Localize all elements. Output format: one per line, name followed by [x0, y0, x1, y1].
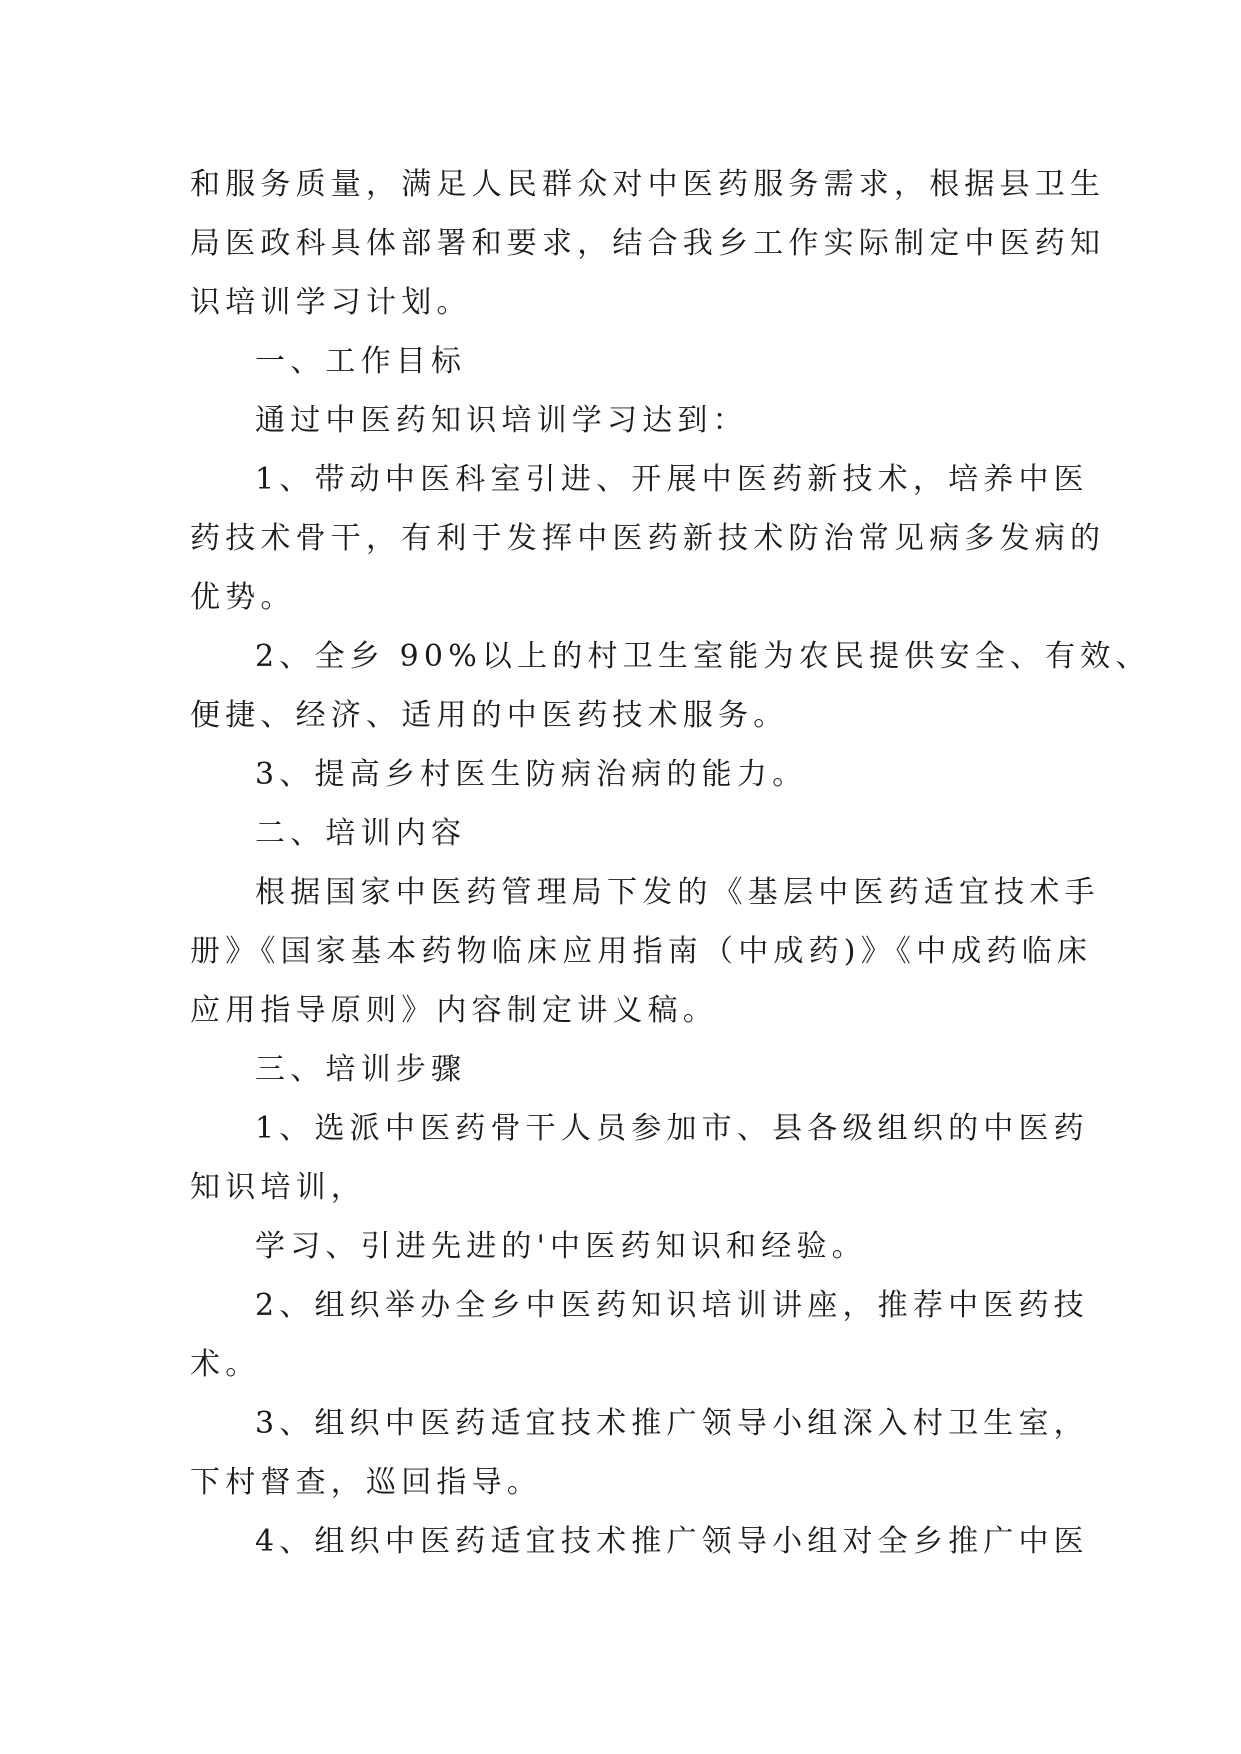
paragraph-line: 术。 — [190, 1347, 261, 1382]
paragraph-line: 应用指导原则》内容制定讲义稿。 — [190, 993, 718, 1028]
paragraph-line: 学习、引进先进的'中医药知识和经验。 — [255, 1229, 867, 1264]
paragraph-line: 册》《国家基本药物临床应用指南（中成药)》《中成药临床 — [190, 934, 1093, 969]
paragraph-line: 知识培训， — [190, 1170, 366, 1205]
paragraph-line: 3、提高乡村医生防病治病的能力。 — [255, 757, 808, 792]
paragraph-line: 4、组织中医药适宜技术推广领导小组对全乡推广中医 — [255, 1524, 1089, 1559]
paragraph-line: 下村督查，巡回指导。 — [190, 1465, 542, 1500]
paragraph-line: 药技术骨干，有利于发挥中医药新技术防治常见病多发病的 — [190, 521, 1106, 556]
paragraph-line: 识培训学习计划。 — [190, 285, 472, 320]
paragraph-line: 一、工作目标 — [255, 344, 467, 379]
document-body — [190, 155, 1151, 1571]
paragraph-line: 三、培训步骤 — [255, 1052, 467, 1087]
paragraph-line: 优势。 — [190, 580, 296, 615]
paragraph-line: 2、组织举办全乡中医药知识培训讲座，推荐中医药技 — [255, 1288, 1089, 1323]
paragraph-line: 根据国家中医药管理局下发的《基层中医药适宜技术手 — [255, 875, 1100, 910]
paragraph-line: 3、组织中医药适宜技术推广领导小组深入村卫生室， — [255, 1406, 1089, 1441]
paragraph-line: 2、全乡 90%以上的村卫生室能为农民提供安全、有效、 — [255, 639, 1151, 674]
paragraph-line: 便捷、经济、适用的中医药技术服务。 — [190, 698, 789, 733]
paragraph-line: 1、选派中医药骨干人员参加市、县各级组织的中医药 — [255, 1111, 1089, 1146]
paragraph-line: 通过中医药知识培训学习达到： — [255, 403, 748, 438]
paragraph-line: 二、培训内容 — [255, 816, 467, 851]
paragraph-line: 局医政科具体部署和要求，结合我乡工作实际制定中医药知 — [190, 226, 1106, 261]
paragraph-line: 1、带动中医科室引进、开展中医药新技术，培养中医 — [255, 462, 1089, 497]
paragraph-line: 和服务质量，满足人民群众对中医药服务需求，根据县卫生 — [190, 167, 1106, 202]
